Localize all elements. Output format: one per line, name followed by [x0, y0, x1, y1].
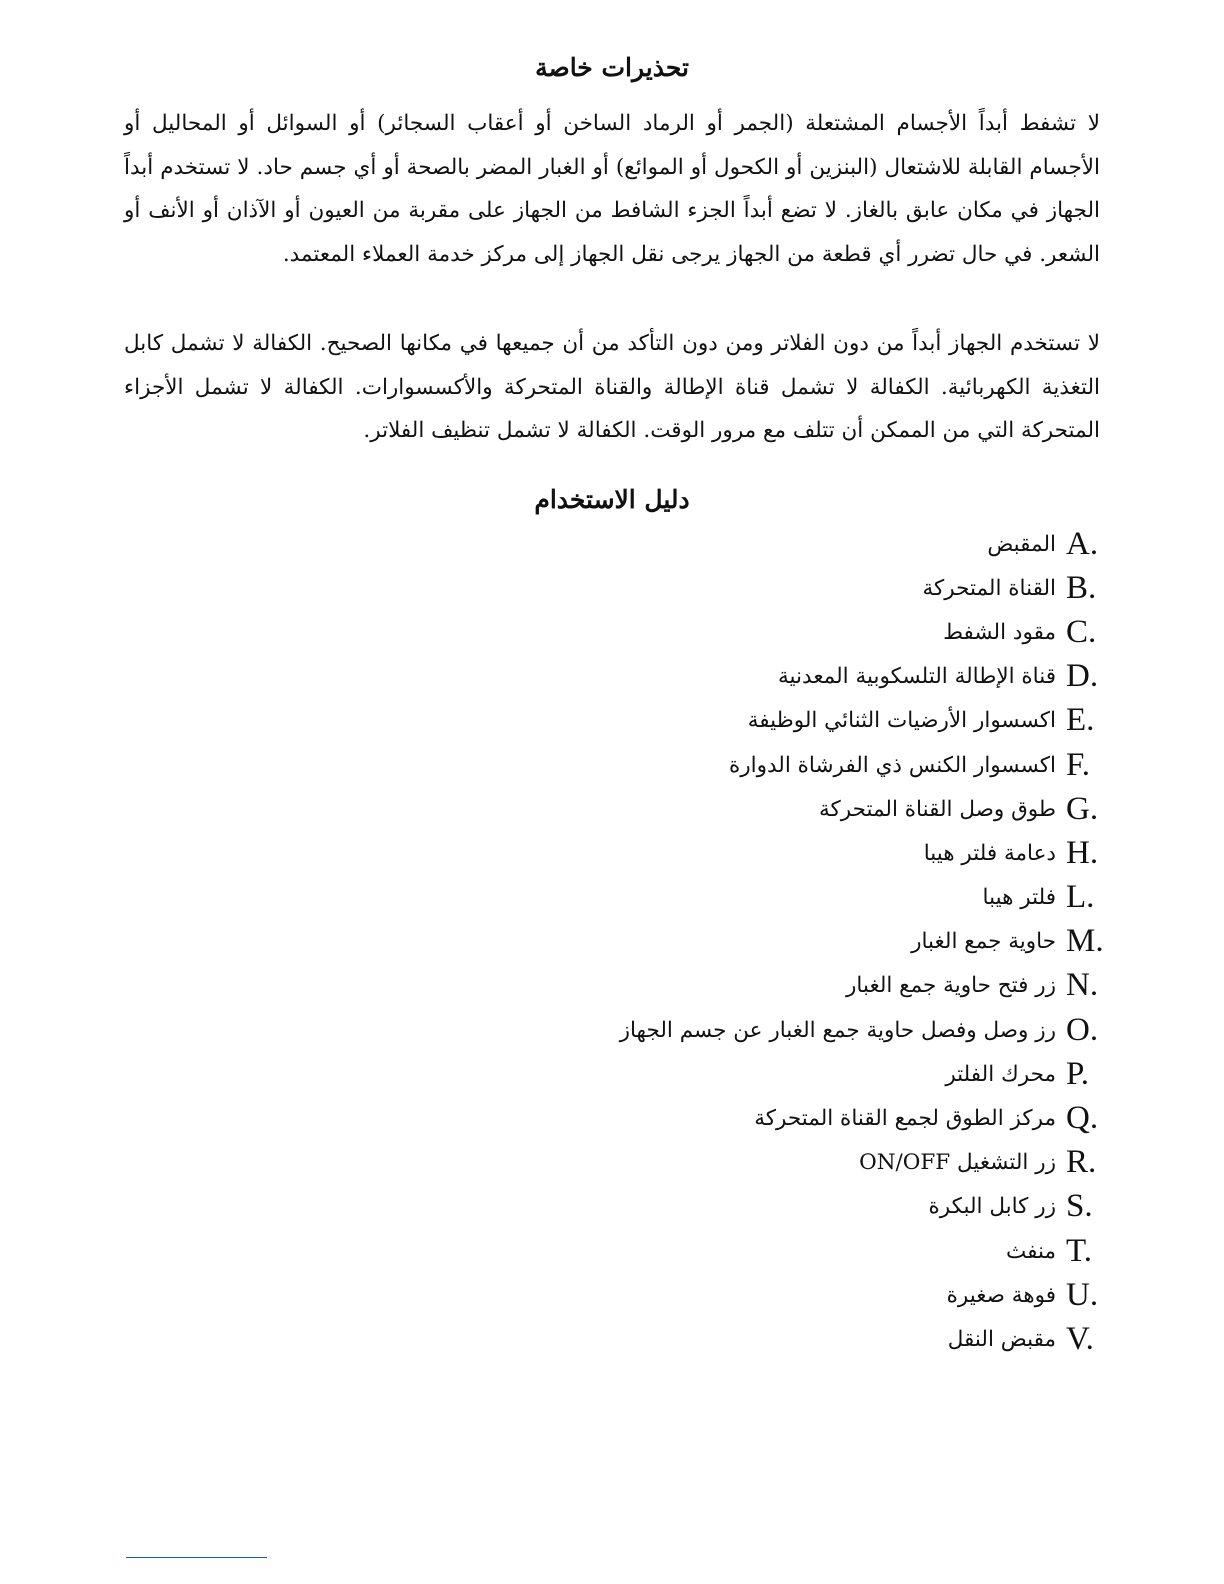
part-letter: L. [1066, 879, 1095, 916]
user-guide-heading: دليل الاستخدام [534, 485, 690, 514]
part-item-n [124, 964, 1100, 1008]
part-letter: R. [1066, 1144, 1097, 1181]
part-letter: V. [1066, 1320, 1094, 1357]
part-item-q [124, 1096, 1100, 1140]
part-letter: H. [1066, 834, 1099, 871]
part-label: منفث [1006, 1238, 1056, 1264]
part-item-b [124, 566, 1100, 610]
part-item-g [124, 787, 1100, 831]
part-label: زر فتح حاوية جمع الغبار [846, 973, 1056, 999]
part-label: مقبض النقل [947, 1326, 1056, 1352]
part-letter: A. [1066, 525, 1099, 562]
part-label: فوهة صغيرة [946, 1282, 1056, 1308]
part-label: زر التشغيل ON/OFF [859, 1150, 1056, 1176]
part-letter: U. [1066, 1276, 1099, 1313]
part-item-o [124, 1008, 1100, 1052]
part-item-v [124, 1317, 1100, 1361]
part-letter: B. [1066, 569, 1097, 606]
part-item-p [124, 1052, 1100, 1096]
part-item-s [124, 1185, 1100, 1229]
part-item-f [124, 743, 1100, 787]
part-item-r [124, 1141, 1100, 1185]
part-item-c [124, 610, 1100, 654]
part-label: قناة الإطالة التلسكوبية المعدنية [778, 664, 1056, 690]
part-label: حاوية جمع الغبار [911, 929, 1056, 955]
part-item-d [124, 655, 1100, 699]
part-item-a [124, 522, 1100, 566]
warranty-paragraph: لا تستخدم الجهاز أبداً من دون الفلاتر ومن دون التأكد من أن جميعها في مكانها الصحيح. الكفالة لا تشمل كابل التغذية الكهربائية. الكفالة لا تشمل قناة الإطالة والقناة المتحركة والأكسسوارات. الكفالة لا تشمل الأجزاء المتحركة التي من الممكن أن تتلف مع مرور الوقت. الكفالة لا تشمل تنظيف الفلاتر. [124, 331, 1100, 443]
footnote-separator-line [126, 1557, 267, 1558]
warnings-paragraph-1: لا تشفط أبداً الأجسام المشتعلة (الجمر أو الرماد الساخن أو أعقاب السجائر) أو السوائل أو المحاليل أو الأجسام القابلة للاشتعال (البنزين أو الكحول أو الموائع) أو الغبار المضر بالصحة أو أي جسم حاد. لا تستخدم أبداً الجهاز في مكان عابق بالغاز. لا تضع أبداً الجزء الشافط من الجهاز على مقربة من العيون أو الآذان أو الأنف أو الشعر. في حال تضرر أي قطعة من الجهاز يرجى نقل الجهاز إلى مركز خدمة العملاء المعتمد. [124, 111, 1100, 267]
part-label: طوق وصل القناة المتحركة [819, 796, 1056, 822]
part-letter: N. [1066, 967, 1099, 1004]
part-letter: S. [1066, 1188, 1093, 1225]
part-label: فلتر هيبا [982, 885, 1056, 911]
part-item-h [124, 831, 1100, 875]
part-letter: T. [1066, 1232, 1092, 1269]
part-label: زر كابل البكرة [928, 1194, 1056, 1220]
part-label: مقود الشفط [943, 619, 1056, 645]
part-label: دعامة فلتر هيبا [923, 840, 1056, 866]
part-label: مركز الطوق لجمع القناة المتحركة [754, 1106, 1056, 1132]
part-label: اكسسوار الكنس ذي الفرشاة الدوارة [729, 752, 1056, 778]
part-label: اكسسوار الأرضيات الثنائي الوظيفة [747, 708, 1056, 734]
part-item-e [124, 699, 1100, 743]
part-letter: Q. [1066, 1100, 1099, 1137]
part-label: رز وصل وفصل حاوية جمع الغبار عن جسم الجهاز [619, 1017, 1056, 1043]
part-item-u [124, 1273, 1100, 1317]
part-letter: E. [1066, 702, 1095, 739]
part-item-m [124, 920, 1104, 964]
parts-list [124, 522, 1104, 1362]
part-letter: C. [1066, 613, 1097, 650]
part-letter: G. [1066, 790, 1099, 827]
part-letter: F. [1066, 746, 1090, 783]
part-letter: O. [1066, 1011, 1099, 1048]
part-label: محرك الفلتر [945, 1061, 1056, 1087]
part-letter: P. [1066, 1055, 1089, 1092]
part-label: المقبض [987, 531, 1056, 557]
part-item-l [124, 876, 1100, 920]
part-letter: M. [1066, 923, 1104, 960]
special-warnings-heading: تحذيرات خاصة [535, 53, 689, 82]
part-item-t [124, 1229, 1100, 1273]
part-letter: D. [1066, 658, 1099, 695]
part-label: القناة المتحركة [922, 575, 1056, 601]
